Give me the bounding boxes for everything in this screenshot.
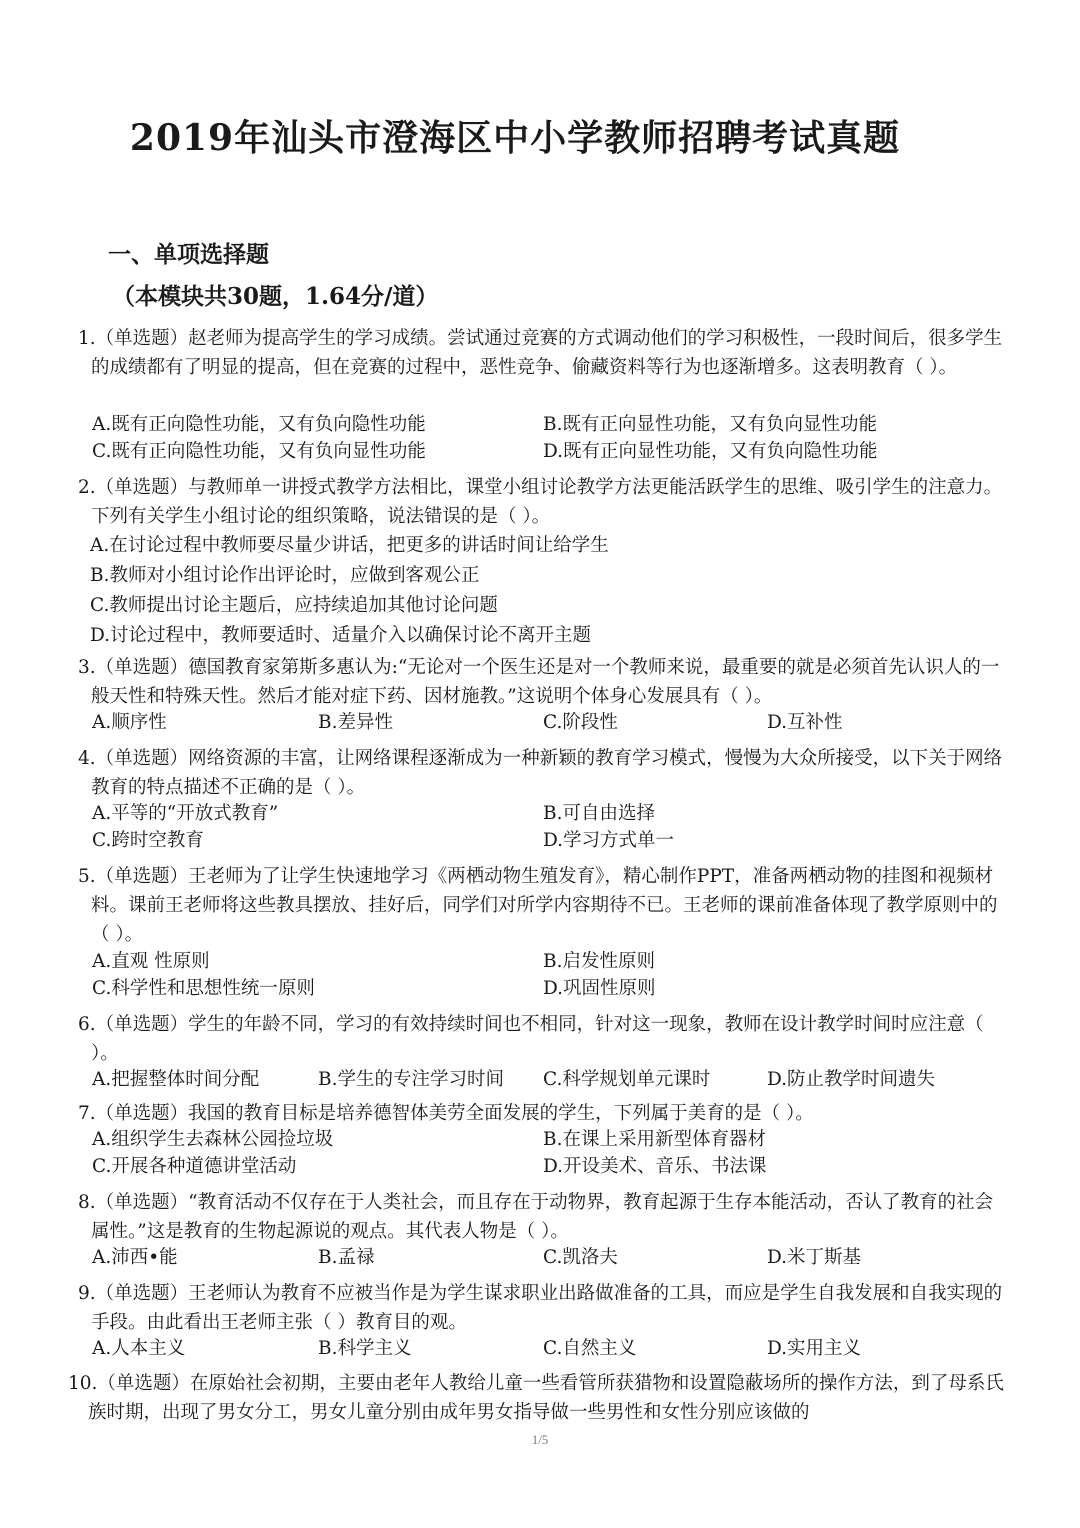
question-7-stem: 7.（单选题）我国的教育目标是培养德智体美劳全面发展的学生，下列属于美育的是（ ）。 bbox=[78, 1103, 814, 1124]
question-4-stem: 4.（单选题）网络资源的丰富，让网络课程逐渐成为一种新颖的教育学习模式，慢慢为大众所接受，以下关于网络教育的特点描述不正确的是（ ）。 bbox=[78, 748, 1003, 798]
question-1-option-b: B.既有正向显性功能，又有负向显性功能 bbox=[543, 414, 877, 435]
question-9-option-c: C.自然主义 bbox=[543, 1338, 637, 1359]
page-title: 2019年汕头市澄海区中小学教师招聘考试真题 bbox=[129, 117, 901, 159]
question-9-stem: 9.（单选题）王老师认为教育不应被当作是为学生谋求职业出路做准备的工具，而应是学生自我发展和自我实现的手段。由此看出王老师主张（ ）教育目的观。 bbox=[78, 1283, 1003, 1333]
question-7-option-b: B.在课上采用新型体育器材 bbox=[543, 1129, 766, 1150]
question-5-option-d: D.巩固性原则 bbox=[543, 978, 656, 999]
question-5-stem: 5.（单选题）王老师为了让学生快速地学习《两栖动物生殖发育》，精心制作PPT，准备两栖动物的挂图和视频材料。课前王老师将这些教具摆放、挂好后，同学们对所学内容期待不已。王老师的课前准备体现了教学原则中的（ ）。 bbox=[78, 866, 998, 945]
question-3-stem: 3.（单选题）德国教育家第斯多惠认为:“无论对一个医生还是对一个教师来说，最重要的就是必须首先认识人的一般天性和特殊天性。然后才能对症下药、因材施教。”这说明个体身心发展具有（ ）。 bbox=[78, 657, 1000, 707]
question-8-option-a: A.沛西•能 bbox=[92, 1247, 178, 1268]
question-7-option-a: A.组织学生去森林公园捡垃圾 bbox=[92, 1129, 334, 1150]
question-5-option-b: B.启发性原则 bbox=[543, 951, 655, 972]
question-4-option-b: B.可自由选择 bbox=[543, 803, 655, 824]
question-7-option-c: C.开展各种道德讲堂活动 bbox=[92, 1156, 297, 1177]
question-7-option-d: D.开设美术、音乐、书法课 bbox=[543, 1156, 767, 1177]
question-6-stem: 6.（单选题）学生的年龄不同，学习的有效持续时间也不相同，针对这一现象，教师在设计教学时间时应注意（ ）。 bbox=[78, 1014, 984, 1064]
page-number: 1/5 bbox=[531, 1432, 549, 1447]
question-5-option-a: A.直观 性原则 bbox=[92, 951, 210, 972]
question-8-option-c: C.凯洛夫 bbox=[543, 1247, 618, 1268]
question-1-stem: 1.（单选题）赵老师为提高学生的学习成绩。尝试通过竞赛的方式调动他们的学习积极性，一段时间后，很多学生的成绩都有了明显的提高，但在竞赛的过程中，恶性竞争、偷藏资料等行为也逐渐增多。这表明教育（ ）。 bbox=[78, 328, 1003, 378]
question-3-option-c: C.阶段性 bbox=[543, 712, 618, 733]
question-9-option-a: A.人本主义 bbox=[92, 1338, 186, 1359]
question-1-option-d: D.既有正向显性功能，又有负向隐性功能 bbox=[543, 441, 878, 462]
question-1-option-a: A.既有正向隐性功能，又有负向隐性功能 bbox=[92, 414, 426, 435]
question-4-option-a: A.平等的“开放式教育” bbox=[92, 803, 279, 824]
section-heading: 一、单项选择题 bbox=[108, 241, 269, 268]
question-2-option-a: A.在讨论过程中教师要尽量少讲话，把更多的讲话时间让给学生 bbox=[90, 535, 609, 556]
question-9-option-d: D.实用主义 bbox=[767, 1338, 862, 1359]
question-3-option-d: D.互补性 bbox=[767, 712, 843, 733]
question-2-option-c: C.教师提出讨论主题后，应持续追加其他讨论问题 bbox=[90, 595, 498, 616]
question-9-option-b: B.科学主义 bbox=[318, 1338, 412, 1359]
section-subheading: （本模块共30题，1.64分/道） bbox=[112, 283, 439, 310]
question-6-option-c: C.科学规划单元课时 bbox=[543, 1069, 711, 1090]
question-2-option-b: B.教师对小组讨论作出评论时，应做到客观公正 bbox=[90, 565, 480, 586]
question-4-option-c: C.跨时空教育 bbox=[92, 830, 204, 851]
question-10-stem: 10.（单选题）在原始社会初期，主要由老年人教给儿童一些看管所获猎物和设置隐蔽场所的操作方法，到了母系氏族时期，出现了男女分工，男女儿童分别由成年男女指导做一些男性和女性分别应该做的 bbox=[68, 1373, 1004, 1423]
question-3-option-b: B.差异性 bbox=[318, 712, 393, 733]
question-5-option-c: C.科学性和思想性统一原则 bbox=[92, 978, 315, 999]
question-2-option-d: D.讨论过程中，教师要适时、适量介入以确保讨论不离开主题 bbox=[90, 625, 592, 646]
question-1-option-c: C.既有正向隐性功能，又有负向显性功能 bbox=[92, 441, 426, 462]
question-6-option-a: A.把握整体时间分配 bbox=[92, 1069, 260, 1090]
question-3-option-a: A.顺序性 bbox=[92, 712, 167, 733]
question-4-option-d: D.学习方式单一 bbox=[543, 830, 675, 851]
question-8-option-b: B.孟禄 bbox=[318, 1247, 375, 1268]
question-2-stem: 2.（单选题）与教师单一讲授式教学方法相比，课堂小组讨论教学方法更能活跃学生的思维、吸引学生的注意力。下列有关学生小组讨论的组织策略，说法错误的是（ ）。 bbox=[78, 477, 1003, 527]
question-8-option-d: D.米丁斯基 bbox=[767, 1247, 862, 1268]
question-6-option-b: B.学生的专注学习时间 bbox=[318, 1069, 504, 1090]
question-8-stem: 8.（单选题）“教育活动不仅存在于人类社会，而且存在于动物界，教育起源于生存本能活动，否认了教育的社会属性。”这是教育的生物起源说的观点。其代表人物是（ ）。 bbox=[78, 1192, 994, 1242]
question-6-option-d: D.防止教学时间遗失 bbox=[767, 1069, 936, 1090]
